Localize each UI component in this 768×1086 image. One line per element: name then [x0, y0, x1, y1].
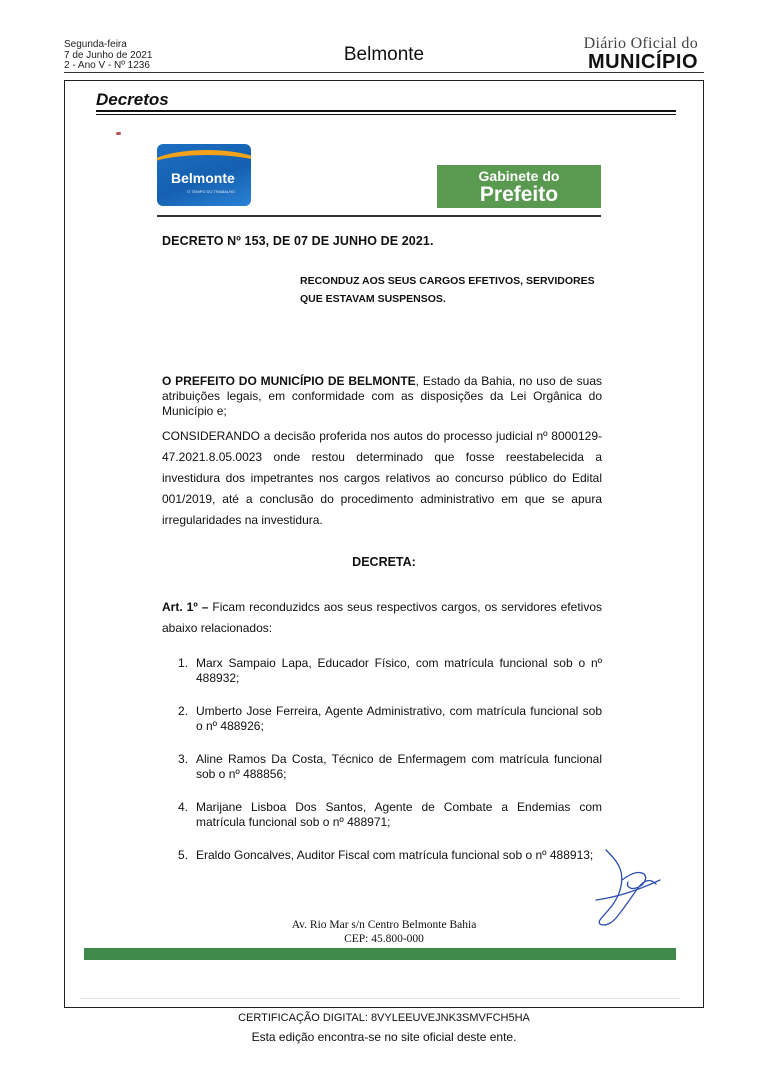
decree-ementa [300, 272, 602, 308]
logo-tagline: O TEMPO DO TRABALHO [187, 189, 236, 194]
edition-number: 2 - Ano V - Nº 1236 [64, 60, 150, 71]
preamble-text: , Estado da Bahia, no uso de suas atribuições legais, em conformidade com as disposições da Lei Orgânica do Município e; [162, 374, 602, 418]
list-item [178, 656, 602, 686]
list-item-number: 1. [178, 656, 189, 670]
digital-certification: CERTIFICAÇÃO DIGITAL: 8VYLEEUVEJNK3SMVFCH5HA [238, 1012, 530, 1024]
list-item-number: 3. [178, 752, 189, 766]
decreta-heading: DECRETA: [352, 555, 416, 569]
list-item [178, 848, 602, 863]
server-detail: , Educador Físico, com matrícula funcional sob o nº 488932; [196, 656, 602, 685]
server-list [178, 656, 602, 881]
server-detail: , Auditor Fiscal com matrícula funcional sob o nº 488913; [290, 848, 594, 862]
scan-speck [116, 132, 121, 135]
address-line2: CEP: 45.800-000 [344, 933, 424, 945]
preamble-bold: O PREFEITO DO MUNICÍPIO DE BELMONTE [162, 374, 416, 388]
considerando-paragraph: CONSIDERANDO a decisão proferida nos autos do processo judicial nº 8000129-47.2021.8.05.0023 onde restou determinado que fosse reestabelecida a investidura dos impetrantes nos cargos relativos ao concurso público do Edital 001/2019, até a conclusão do procedimento administrativo em que se apura irregularidades na investidura. [162, 429, 602, 527]
weekday: Segunda-feira [64, 39, 127, 50]
server-name: Eraldo Goncalves [196, 848, 291, 862]
decree-title: DECRETO Nº 153, DE 07 DE JUNHO DE 2021. [162, 234, 434, 248]
handwritten-signature-icon [586, 840, 666, 930]
address-line1: Av. Rio Mar s/n Centro Belmonte Bahia [291, 919, 477, 931]
diario-oficial-logo [568, 36, 698, 72]
list-item-number: 5. [178, 848, 189, 862]
preamble-paragraph [162, 374, 602, 419]
article-1-text: Ficam reconduzidcs aos seus respectivos cargos, os servidores efetivos abaixo relacionados: [162, 600, 602, 635]
city-name: Belmonte [343, 44, 425, 65]
server-name: Umberto Jose Ferreira [196, 704, 318, 718]
publication-date: 7 de Junho de 2021 [64, 49, 153, 61]
list-item [178, 704, 602, 734]
section-divider-thin [96, 114, 676, 115]
list-item [178, 800, 602, 830]
gabinete-badge [437, 165, 601, 208]
gabinete-line2: Prefeito [479, 183, 559, 206]
list-item-number: 2. [178, 704, 189, 718]
document-address [0, 918, 768, 946]
belmonte-logo [157, 144, 251, 206]
letterhead-divider [157, 215, 601, 217]
server-name: Marijane Lisboa Dos Santos [196, 800, 363, 814]
logo-name: Belmonte [171, 170, 235, 186]
server-name: Marx Sampaio Lapa [196, 656, 309, 670]
server-name: Aline Ramos Da Costa [196, 752, 324, 766]
server-detail: , Agente de Combate a Endemias com matrícula funcional sob o nº 488971; [196, 800, 602, 829]
gabinete-line1: Gabinete do [478, 168, 560, 184]
article-1 [162, 597, 602, 639]
ementa-line2: QUE ESTAVAM SUSPENSOS. [300, 293, 446, 305]
ementa-line1: RECONDUZ AOS SEUS CARGOS EFETIVOS, SERVIDORES [300, 275, 595, 287]
brand-line2: MUNICÍPIO [587, 51, 698, 73]
list-item [178, 752, 602, 782]
header-divider [64, 72, 704, 73]
scan-edge [80, 998, 680, 999]
section-title: Decretos [96, 90, 169, 109]
section-divider [96, 110, 676, 112]
site-note: Esta edição encontra-se no site oficial deste ente. [251, 1030, 517, 1044]
article-1-label: Art. 1º – [162, 600, 209, 614]
server-detail: , Agente Administrativo, com matrícula funcional sob o nº 488926; [196, 704, 602, 733]
brand-line1: Diário Oficial do [583, 35, 698, 52]
letterhead-footer-bar [84, 948, 676, 960]
list-item-number: 4. [178, 800, 189, 814]
server-detail: , Técnico de Enfermagem com matrícula funcional sob o nº 488856; [196, 752, 603, 781]
